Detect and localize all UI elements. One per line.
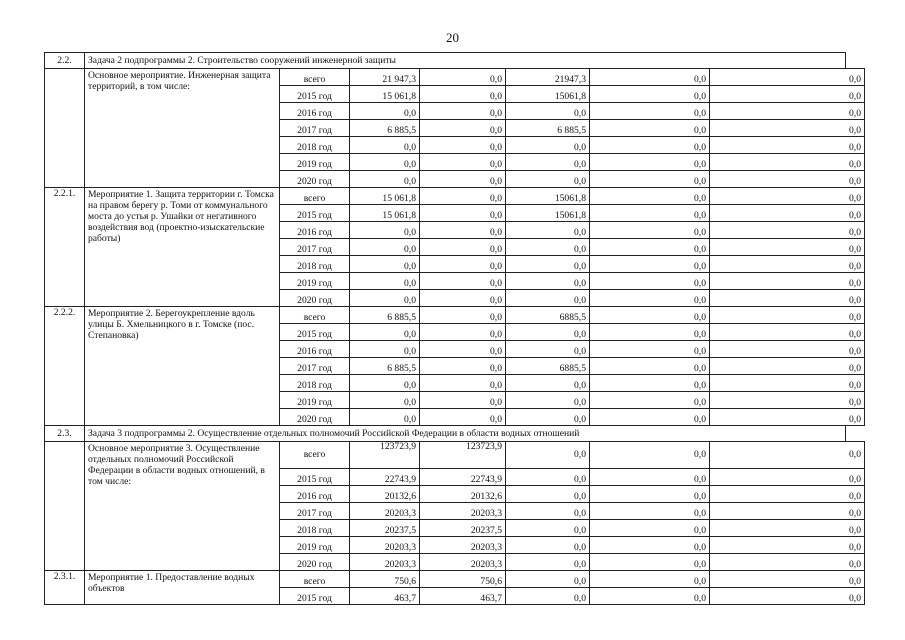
row-code: 2.2. xyxy=(45,53,85,69)
period-label: всего xyxy=(280,69,350,86)
value-federal: 0,0 xyxy=(420,324,506,341)
value-total: 20203,3 xyxy=(350,537,420,554)
value-total: 20203,3 xyxy=(350,554,420,571)
value-federal: 0,0 xyxy=(420,171,506,188)
period-label: 2019 год xyxy=(280,392,350,409)
value-federal: 0,0 xyxy=(420,256,506,273)
value-regional: 0,0 xyxy=(506,222,590,239)
period-label: 2015 год xyxy=(280,86,350,103)
value-local: 0,0 xyxy=(590,137,710,154)
value-local: 0,0 xyxy=(590,375,710,392)
value-federal: 0,0 xyxy=(420,154,506,171)
value-total: 15 061,8 xyxy=(350,205,420,222)
page-number: 20 xyxy=(446,30,459,45)
value-local: 0,0 xyxy=(590,341,710,358)
value-local: 0,0 xyxy=(590,409,710,426)
value-local: 0,0 xyxy=(590,171,710,188)
value-local: 0,0 xyxy=(590,222,710,239)
period-label: 2017 год xyxy=(280,503,350,520)
value-federal: 0,0 xyxy=(420,375,506,392)
value-other: 0,0 xyxy=(710,103,865,120)
value-federal: 0,0 xyxy=(420,239,506,256)
value-federal: 0,0 xyxy=(420,392,506,409)
value-other: 0,0 xyxy=(710,171,865,188)
value-federal: 0,0 xyxy=(420,358,506,375)
value-federal: 750,6 xyxy=(420,571,506,588)
value-federal: 0,0 xyxy=(420,409,506,426)
value-federal: 22743,9 xyxy=(420,469,506,486)
period-label: всего xyxy=(280,188,350,205)
value-regional: 0,0 xyxy=(506,256,590,273)
value-local: 0,0 xyxy=(590,503,710,520)
period-label: 2020 год xyxy=(280,290,350,307)
value-total: 0,0 xyxy=(350,409,420,426)
table-row xyxy=(45,442,865,469)
value-other: 0,0 xyxy=(710,341,865,358)
value-local: 0,0 xyxy=(590,588,710,605)
value-local: 0,0 xyxy=(590,205,710,222)
value-total: 6 885,5 xyxy=(350,307,420,324)
value-local: 0,0 xyxy=(590,273,710,290)
value-local: 0,0 xyxy=(590,469,710,486)
value-total: 750,6 xyxy=(350,571,420,588)
row-code: 2.3. xyxy=(45,426,85,442)
value-total: 0,0 xyxy=(350,239,420,256)
value-local: 0,0 xyxy=(590,307,710,324)
period-label: 2017 год xyxy=(280,358,350,375)
value-other: 0,0 xyxy=(710,537,865,554)
period-label: 2016 год xyxy=(280,103,350,120)
period-label: 2018 год xyxy=(280,256,350,273)
value-local: 0,0 xyxy=(590,103,710,120)
value-regional: 0,0 xyxy=(506,571,590,588)
period-label: 2016 год xyxy=(280,341,350,358)
value-other: 0,0 xyxy=(710,324,865,341)
row-code xyxy=(45,442,85,571)
value-total: 0,0 xyxy=(350,375,420,392)
value-total: 20237,5 xyxy=(350,520,420,537)
value-regional: 0,0 xyxy=(506,239,590,256)
value-regional: 0,0 xyxy=(506,103,590,120)
period-label: всего xyxy=(280,571,350,588)
value-regional: 0,0 xyxy=(506,469,590,486)
value-regional: 0,0 xyxy=(506,137,590,154)
value-total: 15 061,8 xyxy=(350,86,420,103)
value-federal: 0,0 xyxy=(420,137,506,154)
value-local: 0,0 xyxy=(590,571,710,588)
task-title: Задача 3 подпрограммы 2. Осуществление отдельных полномочий Российской Федерации в области водных отношений xyxy=(85,426,846,442)
value-other: 0,0 xyxy=(710,137,865,154)
value-total: 0,0 xyxy=(350,222,420,239)
value-regional: 0,0 xyxy=(506,588,590,605)
value-other: 0,0 xyxy=(710,256,865,273)
value-federal: 20203,3 xyxy=(420,554,506,571)
value-total: 0,0 xyxy=(350,171,420,188)
value-other: 0,0 xyxy=(710,307,865,324)
value-other: 0,0 xyxy=(710,486,865,503)
value-other: 0,0 xyxy=(710,358,865,375)
value-regional: 0,0 xyxy=(506,486,590,503)
value-other: 0,0 xyxy=(710,554,865,571)
value-total: 20203,3 xyxy=(350,503,420,520)
value-local: 0,0 xyxy=(590,537,710,554)
task-row xyxy=(45,53,865,69)
value-other: 0,0 xyxy=(710,290,865,307)
budget-table xyxy=(44,52,865,605)
value-other: 0,0 xyxy=(710,188,865,205)
period-label: 2015 год xyxy=(280,588,350,605)
period-label: 2020 год xyxy=(280,409,350,426)
row-code: 2.3.1. xyxy=(45,571,85,605)
value-total: 0,0 xyxy=(350,341,420,358)
value-total: 6 885,5 xyxy=(350,358,420,375)
value-regional: 6885,5 xyxy=(506,307,590,324)
value-local: 0,0 xyxy=(590,554,710,571)
task-title: Задача 2 подпрограммы 2. Строительство сооружений инженерной защиты xyxy=(85,53,846,69)
value-federal: 0,0 xyxy=(420,86,506,103)
value-total: 0,0 xyxy=(350,273,420,290)
value-local: 0,0 xyxy=(590,442,710,469)
value-local: 0,0 xyxy=(590,290,710,307)
value-local: 0,0 xyxy=(590,188,710,205)
value-federal: 0,0 xyxy=(420,120,506,137)
activity-name: Мероприятие 1. Предоставление водных объектов xyxy=(85,571,280,605)
period-label: 2015 год xyxy=(280,324,350,341)
table-row xyxy=(45,188,865,205)
value-regional: 0,0 xyxy=(506,554,590,571)
value-federal: 20132,6 xyxy=(420,486,506,503)
row-code: 2.2.1. xyxy=(45,188,85,307)
value-federal: 20203,3 xyxy=(420,503,506,520)
value-regional: 0,0 xyxy=(506,273,590,290)
value-other: 0,0 xyxy=(710,503,865,520)
value-local: 0,0 xyxy=(590,154,710,171)
value-total: 0,0 xyxy=(350,256,420,273)
period-label: 2020 год xyxy=(280,554,350,571)
value-other: 0,0 xyxy=(710,588,865,605)
value-regional: 15061,8 xyxy=(506,205,590,222)
table-row xyxy=(45,69,865,86)
row-code: 2.2.2. xyxy=(45,307,85,426)
value-local: 0,0 xyxy=(590,324,710,341)
value-other: 0,0 xyxy=(710,273,865,290)
value-regional: 15061,8 xyxy=(506,188,590,205)
table-row xyxy=(45,571,865,588)
value-total: 0,0 xyxy=(350,290,420,307)
value-total: 463,7 xyxy=(350,588,420,605)
period-label: 2019 год xyxy=(280,537,350,554)
value-other: 0,0 xyxy=(710,375,865,392)
value-local: 0,0 xyxy=(590,120,710,137)
value-total: 123723,9 xyxy=(350,442,420,469)
value-federal: 463,7 xyxy=(420,588,506,605)
value-total: 21 947,3 xyxy=(350,69,420,86)
value-regional: 0,0 xyxy=(506,503,590,520)
value-federal: 20203,3 xyxy=(420,537,506,554)
value-other: 0,0 xyxy=(710,520,865,537)
value-total: 15 061,8 xyxy=(350,188,420,205)
task-row xyxy=(45,426,865,442)
value-regional: 0,0 xyxy=(506,392,590,409)
period-label: 2015 год xyxy=(280,469,350,486)
value-regional: 0,0 xyxy=(506,442,590,469)
value-other: 0,0 xyxy=(710,154,865,171)
value-regional: 0,0 xyxy=(506,375,590,392)
period-label: 2017 год xyxy=(280,120,350,137)
period-label: всего xyxy=(280,442,350,469)
value-total: 0,0 xyxy=(350,392,420,409)
value-federal: 0,0 xyxy=(420,205,506,222)
period-label: 2019 год xyxy=(280,273,350,290)
value-federal: 20237,5 xyxy=(420,520,506,537)
value-local: 0,0 xyxy=(590,256,710,273)
period-label: 2016 год xyxy=(280,486,350,503)
value-other: 0,0 xyxy=(710,469,865,486)
value-other: 0,0 xyxy=(710,409,865,426)
value-local: 0,0 xyxy=(590,486,710,503)
period-label: 2020 год xyxy=(280,171,350,188)
period-label: 2018 год xyxy=(280,137,350,154)
value-local: 0,0 xyxy=(590,358,710,375)
value-regional: 0,0 xyxy=(506,324,590,341)
value-other: 0,0 xyxy=(710,86,865,103)
value-total: 0,0 xyxy=(350,324,420,341)
value-other: 0,0 xyxy=(710,120,865,137)
value-regional: 0,0 xyxy=(506,409,590,426)
value-federal: 0,0 xyxy=(420,188,506,205)
value-federal: 123723,9 xyxy=(420,442,506,469)
value-total: 0,0 xyxy=(350,137,420,154)
value-local: 0,0 xyxy=(590,239,710,256)
value-regional: 0,0 xyxy=(506,290,590,307)
period-label: 2016 год xyxy=(280,222,350,239)
value-federal: 0,0 xyxy=(420,69,506,86)
activity-name: Основное мероприятие. Инженерная защита территорий, в том числе: xyxy=(85,69,280,188)
value-federal: 0,0 xyxy=(420,341,506,358)
value-federal: 0,0 xyxy=(420,103,506,120)
activity-name: Основное мероприятие 3. Осуществление отдельных полномочий Российской Федерации в области водных отношений, в том числе: xyxy=(85,442,280,571)
value-total: 20132,6 xyxy=(350,486,420,503)
value-regional: 15061,8 xyxy=(506,86,590,103)
period-label: 2019 год xyxy=(280,154,350,171)
value-regional: 0,0 xyxy=(506,171,590,188)
value-local: 0,0 xyxy=(590,86,710,103)
row-code xyxy=(45,69,85,188)
period-label: 2017 год xyxy=(280,239,350,256)
value-local: 0,0 xyxy=(590,520,710,537)
period-label: 2015 год xyxy=(280,205,350,222)
value-other: 0,0 xyxy=(710,69,865,86)
value-local: 0,0 xyxy=(590,392,710,409)
activity-name: Мероприятие 2. Берегоукрепление вдоль улицы Б. Хмельницкого в г. Томске (пос. Степановка) xyxy=(85,307,280,426)
value-other: 0,0 xyxy=(710,205,865,222)
value-regional: 0,0 xyxy=(506,341,590,358)
period-label: 2018 год xyxy=(280,375,350,392)
activity-name: Мероприятие 1. Защита территории г. Томска на правом берегу р. Томи от коммунального моста до устья р. Ушайки от негативного воздействия вод (проектно-изыскательские работы) xyxy=(85,188,280,307)
value-federal: 0,0 xyxy=(420,273,506,290)
value-regional: 0,0 xyxy=(506,154,590,171)
value-regional: 0,0 xyxy=(506,537,590,554)
value-total: 0,0 xyxy=(350,103,420,120)
value-regional: 6 885,5 xyxy=(506,120,590,137)
table-row xyxy=(45,307,865,324)
value-federal: 0,0 xyxy=(420,307,506,324)
value-total: 22743,9 xyxy=(350,469,420,486)
value-federal: 0,0 xyxy=(420,222,506,239)
value-total: 6 885,5 xyxy=(350,120,420,137)
value-other: 0,0 xyxy=(710,392,865,409)
value-other: 0,0 xyxy=(710,571,865,588)
value-federal: 0,0 xyxy=(420,290,506,307)
value-other: 0,0 xyxy=(710,239,865,256)
value-other: 0,0 xyxy=(710,442,865,469)
value-regional: 0,0 xyxy=(506,520,590,537)
period-label: всего xyxy=(280,307,350,324)
value-regional: 6885,5 xyxy=(506,358,590,375)
value-local: 0,0 xyxy=(590,69,710,86)
value-regional: 21947,3 xyxy=(506,69,590,86)
value-total: 0,0 xyxy=(350,154,420,171)
period-label: 2018 год xyxy=(280,520,350,537)
value-other: 0,0 xyxy=(710,222,865,239)
